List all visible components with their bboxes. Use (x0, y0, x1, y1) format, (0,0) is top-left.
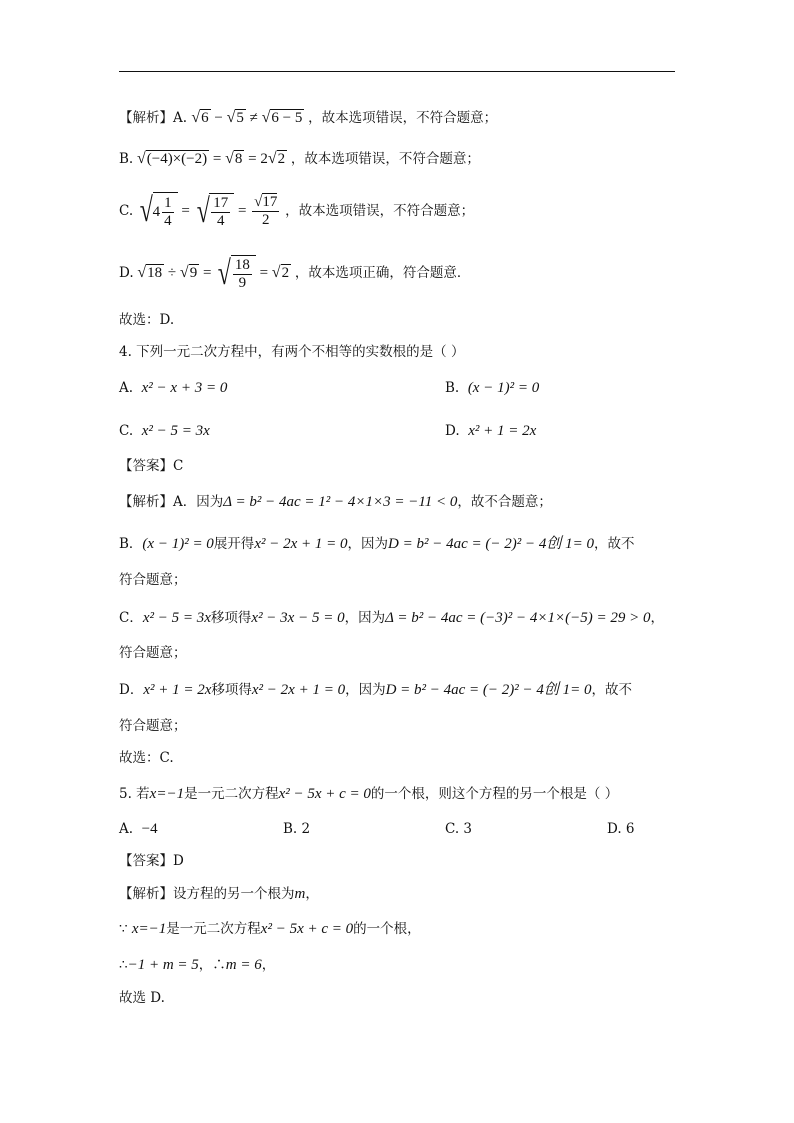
q3-choose: 故选：D. (119, 312, 175, 328)
denominator: 2 (262, 212, 270, 229)
expression: x² − 2x + 1 = 0 (254, 536, 348, 552)
expression: x² − 5 = 3x (142, 610, 211, 626)
expression: x² − 3x − 5 = 0 (251, 610, 345, 626)
option-label: A. (119, 380, 134, 396)
text: ，故不 (591, 682, 633, 698)
text: 【解析】设方程的另一个根为 (119, 886, 295, 902)
radicand: 6 − 5 (271, 110, 303, 126)
label: C. (119, 203, 134, 219)
radicand: 6 (201, 110, 209, 126)
expression: D = b² − 4ac = (− 2)² − 4创 1= 0 (385, 682, 592, 698)
q5-stem (119, 784, 618, 804)
q5-option-b: B. 2 (283, 821, 311, 837)
op: ≠ (245, 110, 262, 126)
label: 【解析】A．因为 (119, 494, 224, 510)
op: = (209, 151, 226, 167)
q4-solution-d (119, 680, 632, 700)
op: = (177, 203, 194, 219)
sqrt: √6 − 5 (261, 109, 303, 126)
q4-solution-d-cont: 符合题意； (119, 718, 187, 734)
text: ，因为 (344, 610, 386, 626)
option-text: −4 (141, 821, 158, 837)
q4-option-d (445, 421, 536, 441)
radicand: 18 (147, 265, 163, 281)
text: ∵ (119, 921, 132, 937)
text: 的一个根，则这个方程的另一个根是（ ） (370, 786, 619, 802)
big-sqrt: √ 4 $\frac{1}{4}$ (137, 192, 178, 231)
op: = (199, 265, 216, 281)
q4-option-a (119, 378, 227, 398)
q4-solution-c (119, 608, 664, 628)
option-text: (x − 1)² = 0 (467, 380, 540, 396)
text: 5. 若 (119, 786, 150, 802)
expression: Δ = b² − 4ac = 1² − 4×1×3 = −11 < 0 (223, 494, 458, 510)
radicand: 17 (262, 194, 278, 211)
option-label: C. (119, 423, 134, 439)
text: ，∴ (198, 957, 226, 973)
fraction (211, 195, 230, 230)
radicand: 9 (189, 265, 198, 281)
op: ÷ (164, 265, 180, 281)
q4-solution-b-cont: 符合题意； (119, 572, 187, 588)
expression: x=−1 (131, 921, 167, 937)
text: ，因为 (347, 536, 388, 552)
radicand: (−4)×(−2) (146, 151, 208, 167)
sqrt: √18 (137, 264, 163, 281)
radicand: 2 (277, 151, 286, 167)
sqrt: √9 (179, 264, 198, 281)
fraction (162, 195, 174, 230)
q5-solution-2 (119, 919, 421, 939)
fraction (233, 257, 252, 292)
big-sqrt: √ $\frac{17}{4}$ (194, 193, 235, 231)
q5-answer: 【答案】D (119, 853, 184, 869)
expression: x² − 2x + 1 = 0 (251, 682, 346, 698)
q5-solution-1 (119, 884, 319, 904)
expression: (x − 1)² = 0 (142, 536, 214, 552)
text: ， (305, 886, 319, 902)
denominator: 4 (216, 212, 225, 229)
q3-solution-d (119, 254, 470, 293)
expression: −1 + m = 5 (127, 957, 199, 973)
radicand: 8 (234, 151, 243, 167)
sqrt: √8 (225, 150, 243, 167)
fraction (252, 194, 279, 229)
text: 移项得 (211, 682, 252, 698)
expression: Δ = b² − 4ac = (−3)² − 4×1×(−5) = 29 > 0 (385, 610, 651, 626)
q4-solution-b (119, 534, 634, 554)
expression: x² − 5x + c = 0 (260, 921, 354, 937)
op: = (255, 265, 272, 281)
text: 是一元二次方程 (166, 921, 261, 937)
denominator: 4 (164, 212, 172, 229)
text: 是一元二次方程 (184, 786, 279, 802)
text: 移项得 (210, 610, 252, 626)
q4-answer: 【答案】C (119, 458, 184, 474)
option-label: A. (119, 821, 134, 837)
sqrt: √2 (271, 264, 290, 281)
q5-option-c: C. 3 (445, 821, 473, 837)
sqrt: √2 (267, 150, 286, 167)
numerator: 17 (213, 194, 229, 211)
expression: D = b² − 4ac = (− 2)² − 4创 1= 0 (388, 536, 594, 552)
text: ， (261, 957, 276, 973)
label: D. (119, 265, 134, 281)
variable: m (294, 886, 306, 902)
text: ，因为 (345, 682, 386, 698)
sqrt: √6 (191, 109, 209, 126)
expression: x=−1 (149, 786, 185, 802)
expression: x² − 5x + c = 0 (278, 786, 371, 802)
q4-option-c (119, 421, 210, 441)
option-label: B. (445, 380, 460, 396)
sqrt: √(−4)×(−2) (136, 150, 208, 167)
q5-option-d: D. 6 (607, 821, 635, 837)
text: ，故本选项错误，不符合题意； (285, 203, 475, 219)
q4-solution-c-cont: 符合题意； (119, 645, 187, 661)
q4-solution-a (119, 492, 552, 512)
label: D． (119, 682, 144, 698)
text: ∴ (119, 957, 128, 973)
label: B． (119, 536, 143, 552)
op: = 2 (244, 151, 268, 167)
q4-stem: 4. 下列一元二次方程中，有两个不相等的实数根的是（ ） (119, 344, 465, 360)
text: ，故不合题意； (457, 494, 552, 510)
q4-choose: 故选：C. (119, 750, 174, 766)
q3-solution-b (119, 149, 480, 169)
op: − (210, 110, 227, 126)
q4-option-b (445, 378, 539, 398)
op: = (234, 203, 251, 219)
text: 展开得 (213, 536, 255, 552)
whole: 4 (152, 204, 161, 221)
text: ，故本选项错误，不符合题意； (308, 110, 498, 126)
numerator: √17 (254, 194, 278, 211)
option-label: D. (445, 423, 460, 439)
denominator: 9 (238, 274, 247, 291)
numerator: 1 (164, 194, 172, 211)
label: 【解析】A. (119, 110, 188, 126)
label: C． (119, 610, 143, 626)
expression: x² + 1 = 2x (143, 682, 212, 698)
text: ，故本选项错误，不符合题意； (290, 151, 480, 167)
q5-solution-3 (119, 955, 275, 975)
q3-solution-c (119, 192, 474, 231)
option-text: x² − 5 = 3x (141, 423, 210, 439)
expression: m = 6 (225, 957, 262, 973)
big-sqrt: √ $\frac{18}{9}$ (215, 255, 256, 293)
radicand: 5 (236, 110, 244, 126)
header-rule (119, 71, 675, 72)
text: 的一个根， (353, 921, 421, 937)
sqrt: √5 (226, 109, 244, 126)
q3-solution-a (119, 108, 497, 128)
label: B. (119, 151, 134, 167)
q5-option-a (119, 819, 158, 839)
text: ，故不 (593, 536, 635, 552)
text: ， (650, 610, 664, 626)
option-text: x² + 1 = 2x (468, 423, 537, 439)
option-text: x² − x + 3 = 0 (141, 380, 228, 396)
numerator: 18 (234, 256, 250, 273)
q5-choose: 故选 D. (119, 990, 165, 1006)
radicand: 2 (281, 265, 290, 281)
text: ，故本选项正确，符合题意． (294, 265, 471, 281)
